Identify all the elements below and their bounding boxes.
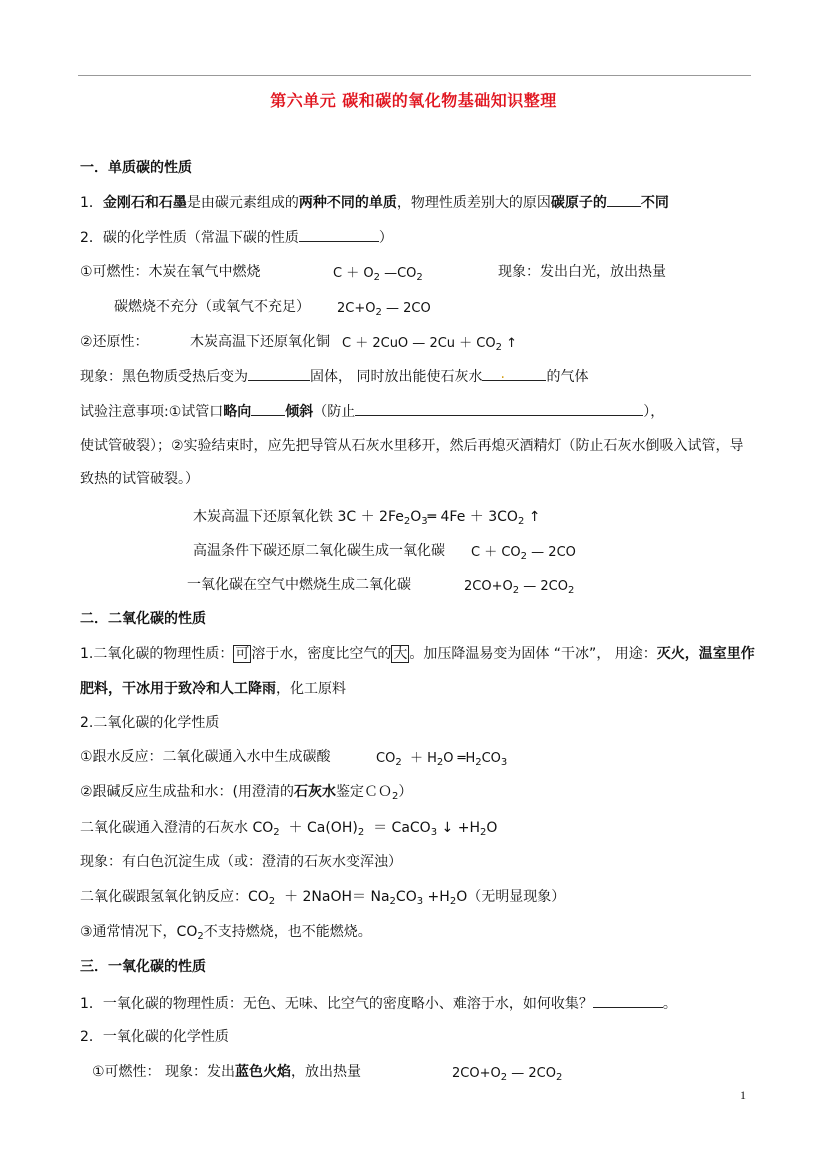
t: 2Cu ＋ CO [429, 336, 496, 351]
fill-blank[interactable] [607, 192, 641, 207]
reduction-phenomenon [80, 366, 588, 387]
t: CO [395, 889, 417, 905]
page-title: 第六单元 碳和碳的氧化物基础知识整理 [270, 91, 557, 110]
t: 2CO+O [464, 579, 513, 594]
t: 2 [449, 896, 457, 907]
t: 3 [421, 516, 428, 527]
t: 2 [475, 757, 482, 768]
t: ①可燃性： 现象：发出 [92, 1064, 236, 1080]
t: 金刚石和石墨 [102, 195, 187, 211]
co-chemical-heading: 2．一氧化碳的化学性质 [80, 1029, 229, 1045]
reduction-label: ②还原性： [80, 334, 149, 350]
t: 2 [416, 272, 423, 283]
t: 的气体 [546, 369, 589, 385]
t: 2 [495, 342, 502, 353]
t: O [486, 820, 498, 836]
co2-no-combustion [80, 922, 372, 942]
t: 1． [80, 195, 103, 211]
t: 1.二氧化碳的物理性质： [80, 646, 234, 662]
t: ，放出热量 [291, 1064, 362, 1080]
t: 略向 [223, 404, 252, 420]
t: 灭火，温室里作 [656, 646, 755, 662]
note-line-3: 致热的试管破裂。） [80, 471, 199, 487]
t: ） [398, 784, 413, 800]
t: 固体， 同时放出能使石灰水 [310, 369, 483, 385]
co-combustion-equation: $2CO+O_2$ — $2CO_2$ [464, 579, 575, 596]
co2-limewater-equation [80, 818, 497, 838]
t: 2 [403, 516, 411, 527]
t: 2 [392, 791, 399, 802]
co-physical-properties [80, 993, 677, 1014]
t: 2 [373, 272, 380, 283]
t: ，化工原料 [276, 681, 346, 697]
t: 2 [555, 1072, 563, 1083]
fill-blank[interactable] [248, 366, 310, 381]
t: 试验注意事项:①试管口 [80, 404, 224, 420]
co2-naoh-equation [80, 887, 565, 907]
t: 大 [393, 646, 408, 662]
section-1-heading: 一．单质碳的性质 [80, 160, 192, 176]
co2-base-reaction [80, 782, 412, 802]
t: ③通常情况下，CO [80, 924, 198, 940]
note-line-2: 使试管破裂）；②实验结束时，应先把导管从石灰水里移开，然后再熄灭酒精灯（防止石灰水倒吸入试管，导 [80, 438, 744, 454]
section-2-heading: 二．二氧化碳的性质 [80, 611, 206, 627]
co-combustion-label: 一氧化碳在空气中燃烧生成二氧化碳 [187, 577, 411, 593]
t: 2 [197, 931, 204, 942]
t: ＋ 2NaOH＝ Na [284, 889, 390, 905]
co2-water-reaction [80, 747, 331, 767]
combustion-phenomenon: 现象：发出白光，放出热量 [498, 264, 666, 280]
fill-blank[interactable] [251, 401, 285, 416]
t: 2CO [403, 301, 431, 316]
s1-item-2 [80, 227, 393, 248]
t: O（无明显现象） [456, 889, 566, 905]
reduction-text: 木炭高温下还原氧化铜 [190, 334, 330, 350]
section-3-heading: 三．一氧化碳的性质 [80, 959, 206, 975]
t: +H [427, 889, 450, 905]
t: ↓ +H [441, 820, 480, 836]
co-combustion-equation-2: $2CO+O_2$ — $2CO_2$ [452, 1066, 563, 1083]
t: 2 [517, 516, 525, 527]
t: 1．一氧化碳的物理性质：无色、无味、比空气的密度略小、难溶于水，如何收集？ [80, 996, 593, 1012]
t: 2 [436, 757, 444, 768]
t: 3 [430, 827, 438, 838]
t: 2 [567, 585, 575, 596]
limewater-phenomenon: 现象：有白色沉淀生成（或：澄清的石灰水变浑浊） [80, 854, 402, 870]
t: 2．碳的化学性质（常温下碳的性质 [80, 230, 299, 246]
t: 肥料，干冰用于致冷和人工降雨 [80, 681, 276, 697]
t: 2 [520, 551, 528, 562]
page-number: 1 [740, 1088, 746, 1102]
t: 蓝色火焰 [235, 1064, 292, 1080]
combustion-label: ①可燃性：木炭在氧气中燃烧 [80, 264, 261, 280]
t: 。加压降温易变为固体 “干冰”， 用途： [409, 646, 657, 662]
co2-physical-properties [80, 644, 755, 664]
t: 两种不同的单质 [298, 195, 397, 211]
t: 2 [268, 896, 276, 907]
t: 是由碳元素组成的 [186, 195, 299, 211]
t: 2 [357, 827, 365, 838]
t: ①跟水反应：二氧化碳通入水中生成碳酸 [80, 749, 331, 765]
t: 现象：黑色物质受热后变为 [80, 369, 248, 385]
t: 。 [662, 996, 677, 1012]
t: 2 [479, 827, 487, 838]
fill-blank[interactable] [299, 227, 379, 242]
t: ＋ H [409, 751, 437, 766]
mark: . [500, 366, 505, 382]
header-rule [78, 75, 751, 76]
t: 倾斜 [285, 404, 314, 420]
t: 2 [395, 757, 402, 768]
t: ，物理性质差别大的原因 [396, 195, 551, 211]
co2-reduction-equation: $C + CO_2$ — 2CO [471, 545, 576, 562]
t: 2CO [528, 1066, 556, 1081]
t: O ═H [443, 751, 476, 766]
t: C ＋ 2CuO [342, 336, 409, 351]
t: 二氧化碳跟氢氧化钠反应：CO [80, 889, 269, 905]
co2-uses [80, 679, 346, 699]
t: ）， [643, 404, 665, 420]
t: O [410, 509, 422, 525]
t: 2CO [548, 545, 576, 560]
reduction-equation: C ＋ 2CuO — $2Cu + CO_2$ ↑ [342, 336, 518, 353]
t: 2 [273, 827, 280, 838]
co2-reduction-label: 高温条件下碳还原二氧化碳生成一氧化碳 [193, 543, 445, 559]
t: C ＋ O [333, 266, 374, 281]
t: 木炭高温下还原氧化铁 3C ＋ 2Fe [193, 509, 404, 525]
t: 2 [512, 585, 520, 596]
co-combustion [92, 1062, 361, 1082]
t: C ＋ CO [471, 545, 521, 560]
t: 可 [235, 646, 250, 662]
t: 2 [500, 1072, 508, 1083]
s1-item-1 [80, 192, 669, 213]
t: 溶于水，密度比空气的 [251, 646, 392, 662]
co2-water-equation [376, 749, 507, 769]
note-line-1 [80, 401, 664, 422]
t: ＝ CaCO [373, 820, 431, 836]
t: 2CO [540, 579, 568, 594]
t: ＋ Ca(OH) [288, 820, 358, 836]
t: CO [397, 266, 417, 281]
t: 碳原子的 [550, 195, 607, 211]
t: ②跟碱反应生成盐和水：(用澄清的 [80, 784, 295, 800]
fill-blank[interactable] [482, 366, 546, 381]
t: 二氧化碳通入澄清的石灰水 CO [80, 820, 274, 836]
t: 2 [375, 307, 382, 318]
iron-oxide-reduction: 木炭高温下还原氧化铁 $3C + 2Fe_2O_3═$ $4Fe + 3CO_2$ ↑ [193, 509, 541, 527]
t: 鉴定ＣＯ [336, 784, 393, 800]
fill-blank[interactable] [593, 993, 663, 1008]
t: 不支持燃烧，也不能燃烧。 [203, 924, 372, 940]
t: 2 [389, 896, 396, 907]
t: 不同 [640, 195, 669, 211]
t: 3 [416, 896, 424, 907]
co2-chemical-heading: 2.二氧化碳的化学性质 [80, 715, 220, 731]
incomplete-combustion-equation: $2C+O_2$ — 2CO [337, 301, 431, 318]
t: （防止 [313, 404, 356, 420]
t: ） [378, 230, 393, 246]
t: CO [376, 751, 396, 766]
incomplete-combustion-label: 碳燃烧不充分（或氧气不充足） [114, 299, 310, 315]
t: 2C+O [337, 301, 376, 316]
t: 石灰水 [294, 784, 337, 800]
t: 4Fe ＋ 3CO [440, 509, 518, 525]
combustion-equation: $C + O_2$ $—CO_2$ [333, 266, 423, 283]
t: 2CO+O [452, 1066, 501, 1081]
t: 3 [500, 757, 508, 768]
t: CO [481, 751, 501, 766]
fill-blank[interactable] [355, 401, 643, 416]
